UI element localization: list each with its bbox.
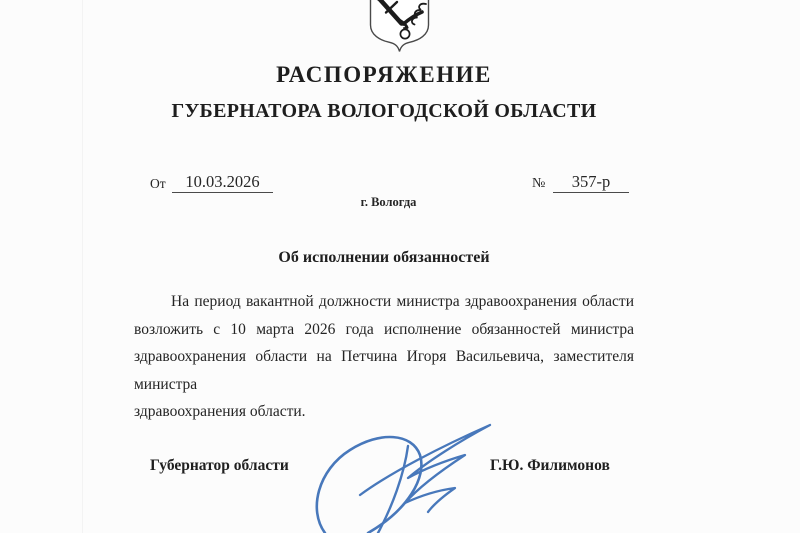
date-value: 10.03.2026 [185, 172, 260, 191]
number-label: № [532, 176, 546, 191]
place-of-issue: г. Вологда [360, 195, 417, 209]
body-line: здравоохранения области. [134, 403, 306, 421]
body-line: На период вакантной должности министра здравоохранения области [171, 293, 634, 310]
signer-position: Губернатор области [150, 457, 289, 474]
handwritten-signature [300, 415, 500, 533]
number-value: 357-р [571, 172, 611, 191]
signer-name: Г.Ю. Филимонов [490, 457, 610, 474]
authority-title: ГУБЕРНАТОРА ВОЛОГОДСКОЙ ОБЛАСТИ [171, 100, 597, 122]
subject-heading: Об исполнении обязанностей [278, 249, 490, 266]
body-line: здравоохранения области на Петчина Игоря Васильевича, заместителя министра [134, 348, 634, 393]
paper-edge-line [82, 0, 83, 533]
document-type-title: РАСПОРЯЖЕНИЕ [276, 62, 492, 87]
body-paragraph [134, 288, 634, 426]
signature-strokes [317, 425, 490, 533]
date-label: От [150, 176, 166, 191]
body-line: возложить с 10 марта 2026 года исполнение обязанностей министра [134, 320, 634, 338]
